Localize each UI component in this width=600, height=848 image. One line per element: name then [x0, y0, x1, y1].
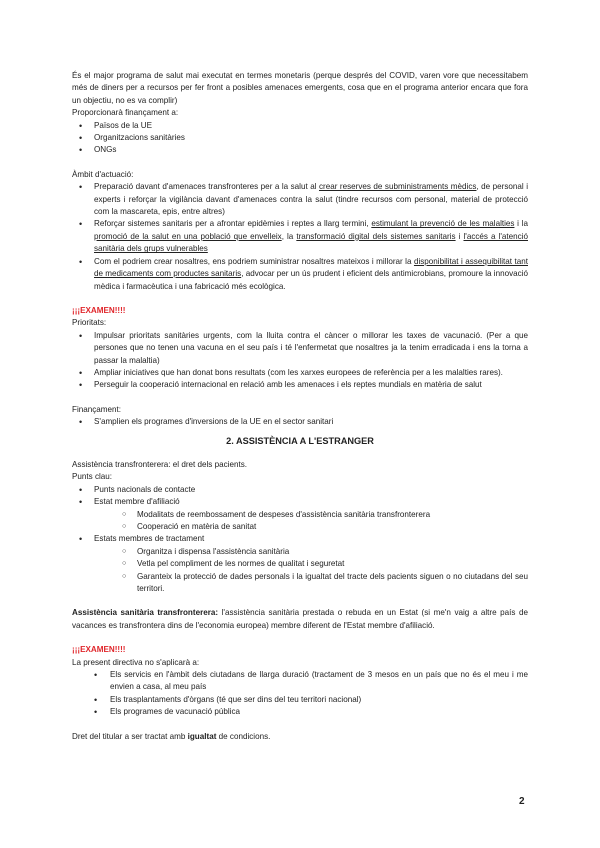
priorities-label: Prioritats: — [72, 318, 107, 328]
list-item: • Punts nacionals de contacte — [72, 484, 528, 496]
sub-list — [94, 546, 528, 596]
key-points-label: Punts clau: — [72, 472, 113, 482]
list-item: • Perseguir la cooperació internacional en relació amb les amenaces i els reptes mundials en matèria de salut — [72, 379, 528, 391]
priorities-list — [72, 330, 528, 392]
sub-list-item: ○ Cooperació en matèria de sanitat — [94, 521, 528, 533]
list-item: • Els servicis en l'àmbit dels ciutadans de llarga duració (tractament de 3 mesos en un país que no és el meu i me envien a casa, al meu país — [72, 669, 528, 694]
section-intro: Assistència transfronterera: el dret dels pacients. — [72, 459, 247, 469]
key-points-list — [72, 484, 528, 596]
list-item: • Els trasplantaments d'òrgans (té que ser dins del teu territori nacional) — [72, 694, 528, 706]
scope-list — [72, 181, 528, 293]
funding-label: Proporcionarà finançament a: — [72, 108, 179, 118]
list-item: • Com el podriem crear nosaltres, ens podriem suministrar nosaltres mateixos i millorar la disponibilitat i assequibilitat tant de medicaments com productes sanitaris, advocar per un ús prudent i eficient dels antimicrobians, promoure la innovació mèdica i farmacèutica i una fabricació més ecològica. — [72, 256, 528, 293]
scope-label: Àmbit d'actuació: — [72, 169, 134, 179]
funding-list — [72, 120, 528, 157]
sub-list-item: ○ Vetla pel compliment de les normes de qualitat i seguretat — [94, 558, 528, 570]
exam-badge: ¡¡¡EXAMEN!!!! — [72, 645, 126, 655]
list-item: • Països de la UE — [72, 120, 528, 132]
definition-paragraph: Assistència sanitària transfronterera: l'assistència sanitària prestada o rebuda en un Estat (si me'n vaig a altre país de vacances es transfrontera dins de l'economia europea) membre diferent de l'Estat membre d'afiliació. — [72, 608, 528, 630]
sub-list — [94, 509, 528, 534]
closing-paragraph: Dret del titular a ser tractat amb igualtat de condicions. — [72, 731, 271, 741]
sub-list-item: ○ Modalitats de reembossament de despeses d'assistència sanitària transfronterera — [94, 509, 528, 521]
directive-label: La present directiva no s'aplicarà a: — [72, 657, 200, 667]
list-item: • Impulsar prioritats sanitàries urgents, com la lluita contra el càncer o millorar les taxes de vacunació. (Per a que persones que no tenen una vacuna en el seu país i té l'enfermetat que nosaltres ja la tenim erradicada i ens la torna a passar la malaltia) — [72, 330, 528, 367]
list-item: • Preparació davant d'amenaces transfronteres per a la salut al crear reserves de subministraments mèdics, de personal i experts i reforçar la vigilància davant d'amenaces contra la salut (tindre recursos com personal, material de protecció com la mascareta, epis, entre altres) — [72, 181, 528, 218]
intro-paragraph: És el major programa de salut mai executat en termes monetaris (perque després del COVID, varen vore que necessitabem més de diners per a recursos per fer front a posibles amenaces emergents, cosa que en el programa anterior encara que fora un objectiu, no es va complir) — [72, 71, 528, 105]
page-number: 2 — [519, 796, 525, 807]
list-item: • Estat membre d'afiliació ○ Modalitats de reembossament de despeses d'assistència sanitària transfronterera ○ Cooperació en matèria de sanitat — [72, 496, 528, 533]
page-content — [72, 70, 528, 743]
exam-badge: ¡¡¡EXAMEN!!!! — [72, 305, 126, 315]
list-item: • Els programes de vacunació pública — [72, 706, 528, 718]
financing-list — [72, 416, 528, 428]
list-item: • Ampliar iniciatives que han donat bons resultats (com les xarxes europees de referència per a les malalties rares). — [72, 367, 528, 379]
list-item: • Organitzacions sanitàries — [72, 132, 528, 144]
sub-list-item: ○ Garanteix la protecció de dades personals i la igualtat del tracte dels pacients siguen o no ciutadans del seu territori. — [94, 571, 528, 596]
list-item: • ONGs — [72, 144, 528, 156]
exclusions-list — [72, 669, 528, 719]
financing-label: Finançament: — [72, 404, 122, 414]
list-item: • S'amplien els programes d'inversions de la UE en el sector sanitari — [72, 416, 528, 428]
section-heading: 2. ASSISTÈNCIA A L'ESTRANGER — [226, 435, 374, 446]
sub-list-item: ○ Organitza i dispensa l'assistència sanitària — [94, 546, 528, 558]
list-item: • Estats membres de tractament ○ Organitza i dispensa l'assistència sanitària ○ Vetla pel compliment de les normes de qualitat i seguretat ○ Garanteix la protecció de dades personals i la igualtat del tracte dels pacients siguen o no ciutadans del seu territori. — [72, 533, 528, 595]
list-item: • Reforçar sistemes sanitaris per a afrontar epidèmies i reptes a llarg termini, estimulant la prevenció de les malalties i la promoció de la salut en una població que envelleix, la transformació digital dels sistemes sanitaris i l'accés a l'atenció sanitària dels grups vulnerables — [72, 218, 528, 255]
